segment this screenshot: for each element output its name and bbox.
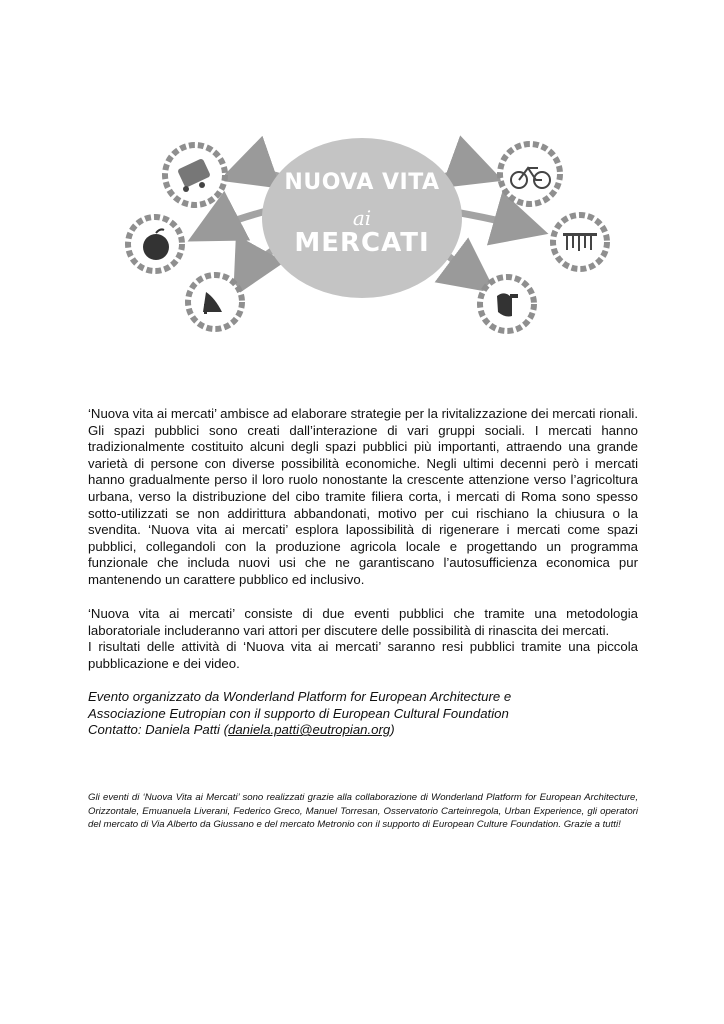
logo-title-line1: NUOVA VITA <box>284 170 440 195</box>
food-cart-icon <box>165 145 225 205</box>
acknowledgements-footnote: Gli eventi di ‘Nuova Vita ai Mercati’ sono realizzati grazie alla collaborazione di Wonderland Platform for European Architecture, Orizzontale, Emuanuela Liverani, Federico Greco, Manuel Torresan, Osservatorio Carteinregola, Urban Experience, gli operatori del mercato di Via Alberto da Giussano e del mercato Metronio con il supporto di European Culture Foundation. Grazie a tutti! <box>88 792 638 830</box>
logo-title-line2: ai <box>352 206 372 230</box>
contact-email-link[interactable]: daniela.patti@eutropian.org <box>228 722 391 738</box>
results-description: I risultati delle attività di ‘Nuova vita ai mercati’ saranno resi pubblici tramite una piccola pubblicazione e dei video. <box>88 639 638 671</box>
contact-prefix: Contatto: Daniela Patti ( <box>88 722 229 738</box>
organizer-line: Evento organizzato da Wonderland Platform for European Architecture e <box>88 689 512 704</box>
organizer-credits <box>88 689 648 739</box>
events-paragraph <box>88 606 638 672</box>
support-line: Associazione Eutropian con il supporto di European Cultural Foundation <box>88 705 509 721</box>
bicycle-icon <box>500 144 560 204</box>
arrow-right-middle <box>455 212 535 230</box>
arrow-left-middle <box>200 210 270 235</box>
intro-paragraph: ‘Nuova vita ai mercati’ ambisce ad elaborare strategie per la rivitalizzazione dei mercati rionali. Gli spazi pubblici sono creati dall’interazione di vari gruppi sociali. I mercati hanno tradizionalmente costituito alcuni degli spazi pubblici più importanti, attraendo una grande varietà di persone con diverse possibilità economiche. Negli ultimi decenni però i mercati hanno gradualmente perso il loro ruolo nonostante la crescente attenzione verso l’agricoltura urbana, verso la distribuzione del cibo tramite filiera corta, i mercati di Roma sono spesso sotto-utilizzati se non addirittura abbandonati, motivo per cui rischiano la chiusura o la svendita. ‘Nuova vita ai mercati’ esplora lapossibilità di rigenerare i mercati come spazi pubblici, collegandoli con la produzione agricola locale e progettando un programma funzionale che includa nuovi usi che ne garantiscano l’autosufficienza economica pur mantenendo un carattere pubblico ed inclusivo. <box>88 406 638 587</box>
faucet-icon <box>480 277 534 331</box>
high-heel-shoe-icon <box>188 275 242 329</box>
fruit-icon <box>128 217 182 271</box>
kitchen-utensils-icon <box>553 215 607 269</box>
contact-suffix: ) <box>390 722 395 738</box>
logo-graphic <box>0 0 724 380</box>
logo-title-line3: MERCATI <box>294 228 430 258</box>
events-description: ‘Nuova vita ai mercati’ consiste di due eventi pubblici che tramite una metodologia laboratoriale includeranno vari attori per discutere delle possibilità di rinascita dei mercati. <box>88 606 638 638</box>
